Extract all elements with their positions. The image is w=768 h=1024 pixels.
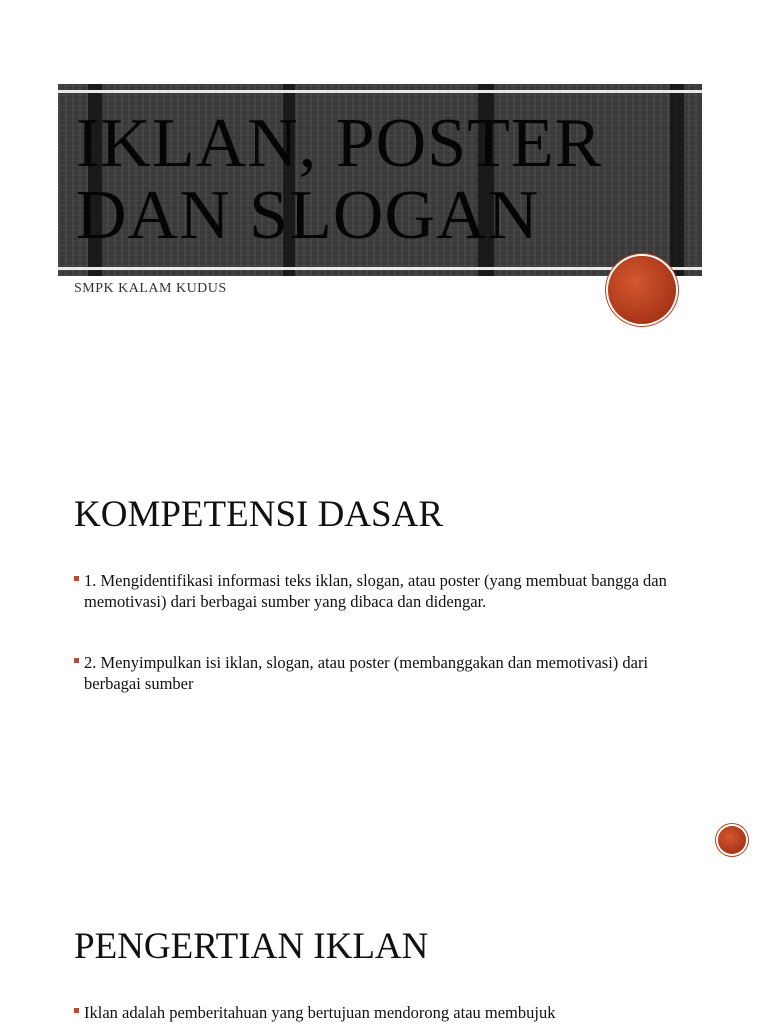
title-line-1: IKLAN, POSTER xyxy=(76,105,603,182)
list-item-text: Iklan adalah pemberitahuan yang bertujuan mendorong atau membujuk xyxy=(84,1003,556,1022)
list-item xyxy=(74,652,694,694)
banner-rule-top xyxy=(58,90,702,93)
slide-heading-kompetensi-dasar: KOMPETENSI DASAR xyxy=(74,494,444,535)
list-item-text: 1. Mengidentifikasi informasi teks iklan, slogan, atau poster (yang membuat bangga dan memotivasi) dari berbagai sumber yang dibaca dan didengar. xyxy=(84,571,667,611)
presentation-title xyxy=(76,105,603,254)
bullet-icon xyxy=(74,1008,79,1013)
bullet-icon xyxy=(74,658,79,663)
bullet-icon xyxy=(74,576,79,581)
title-line-2: DAN SLOGAN xyxy=(76,177,540,254)
kompetensi-dasar-list xyxy=(74,570,694,694)
decorative-circle-small xyxy=(718,826,746,854)
list-item xyxy=(74,570,694,612)
decorative-circle-large xyxy=(608,256,676,324)
slide-heading-pengertian-iklan: PENGERTIAN IKLAN xyxy=(74,926,429,967)
banner-rule-bottom xyxy=(58,267,702,270)
title-banner xyxy=(58,84,702,276)
list-item xyxy=(74,1002,694,1023)
pengertian-iklan-list xyxy=(74,1002,694,1023)
list-item-text: 2. Menyimpulkan isi iklan, slogan, atau poster (membanggakan dan memotivasi) dari berbagai sumber xyxy=(84,653,649,693)
presentation-subtitle: SMPK KALAM KUDUS xyxy=(74,281,227,296)
banner-texture-stripe xyxy=(670,84,684,276)
